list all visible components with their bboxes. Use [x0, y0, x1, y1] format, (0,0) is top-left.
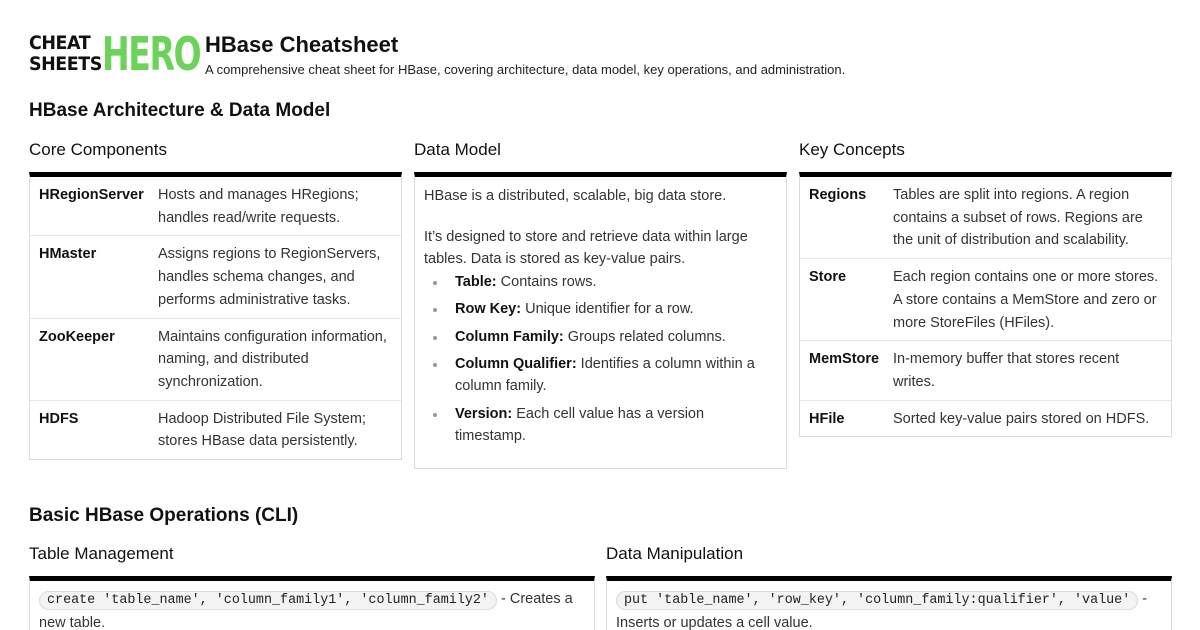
logo-line-1: CHEAT — [29, 32, 91, 54]
list-desc: Identifies a column within a column family. — [455, 355, 755, 395]
row-key: HFile — [809, 410, 845, 427]
row-key: HRegionServer — [39, 187, 144, 203]
data-model-intro-2: It’s designed to store and retrieve data within large tables. Data is stored as key-value pairs. — [424, 228, 748, 268]
create-command-desc: - Creates a new table. — [39, 591, 573, 630]
list-term: Row Key: — [455, 301, 522, 318]
put-command-desc: - Inserts or updates a cell value. — [616, 591, 1148, 630]
list-desc: Each cell value has a version timestamp. — [455, 405, 705, 445]
row-key: ZooKeeper — [39, 328, 115, 345]
row-value: Assigns regions to RegionServers, handles schema changes, and performs administrative tasks. — [158, 246, 381, 308]
row-value: Hosts and manages HRegions; handles read/write requests. — [158, 187, 359, 226]
table-row — [30, 401, 401, 459]
table-row — [30, 319, 401, 401]
table-row — [800, 401, 1171, 437]
list-item — [427, 353, 786, 398]
table-management-entry — [30, 581, 594, 630]
row-key: HMaster — [39, 246, 97, 263]
logo-accent: HERO — [102, 27, 201, 81]
data-manipulation-entry — [607, 581, 1171, 630]
page-header — [29, 27, 846, 81]
table-row — [800, 259, 1171, 341]
key-concepts-card — [799, 172, 1172, 437]
table-row — [800, 341, 1171, 400]
table-management-card — [29, 576, 595, 630]
row-key: MemStore — [809, 351, 880, 368]
list-term: Column Qualifier: — [455, 355, 577, 372]
data-model-list — [415, 271, 786, 448]
create-command-code[interactable]: create 'table_name', 'column_family1', 'column_family2' — [39, 591, 497, 610]
list-term: Table: — [455, 274, 497, 291]
table-row — [30, 236, 401, 318]
row-value: Hadoop Distributed File System; stores HBase data persistently. — [158, 410, 366, 450]
data-model-card — [414, 172, 787, 469]
row-value: In-memory buffer that stores recent writes. — [893, 351, 1120, 390]
list-item — [427, 298, 786, 321]
list-desc: Contains rows. — [496, 274, 597, 291]
table-row — [800, 177, 1171, 259]
list-term: Column Family: — [455, 328, 564, 345]
row-key: Store — [809, 269, 847, 286]
row-key: HDFS — [39, 410, 79, 427]
data-model-title: Data Model — [414, 140, 501, 159]
logo-line-2: SHEETS — [29, 53, 102, 75]
section-title-architecture: HBase Architecture & Data Model — [29, 100, 331, 121]
core-components-card — [29, 172, 402, 460]
data-manipulation-card — [606, 576, 1172, 630]
list-item — [427, 403, 786, 448]
data-model-intro-1: HBase is a distributed, scalable, big data store. — [424, 188, 727, 204]
section-title-operations: Basic HBase Operations (CLI) — [29, 505, 299, 526]
list-item — [427, 271, 786, 294]
row-value: Tables are split into regions. A region contains a subset of rows. Regions are the unit of distribution and scalability. — [893, 187, 1143, 249]
data-manipulation-title: Data Manipulation — [606, 544, 744, 563]
list-item — [427, 326, 786, 349]
page-subtitle: A comprehensive cheat sheet for HBase, covering architecture, data model, key operations, and administration. — [205, 62, 846, 77]
table-row — [30, 177, 401, 236]
list-desc: Groups related columns. — [563, 328, 726, 345]
key-concepts-title: Key Concepts — [799, 140, 905, 159]
row-value: Maintains configuration information, naming, and distributed synchronization. — [158, 328, 387, 390]
row-value: Sorted key-value pairs stored on HDFS. — [893, 410, 1150, 427]
put-command-code[interactable]: put 'table_name', 'row_key', 'column_family:qualifier', 'value' — [616, 591, 1138, 610]
title-block — [205, 31, 1005, 77]
row-value: Each region contains one or more stores. A store contains a MemStore and zero or more StoreFiles (HFiles). — [893, 269, 1159, 331]
list-term: Version: — [455, 405, 513, 422]
logo-wordmark — [29, 33, 102, 75]
core-components-title: Core Components — [29, 140, 167, 159]
list-desc: Unique identifier for a row. — [521, 301, 694, 318]
page-title: HBase Cheatsheet — [205, 32, 399, 57]
row-key: Regions — [809, 187, 867, 203]
table-management-title: Table Management — [29, 544, 174, 563]
